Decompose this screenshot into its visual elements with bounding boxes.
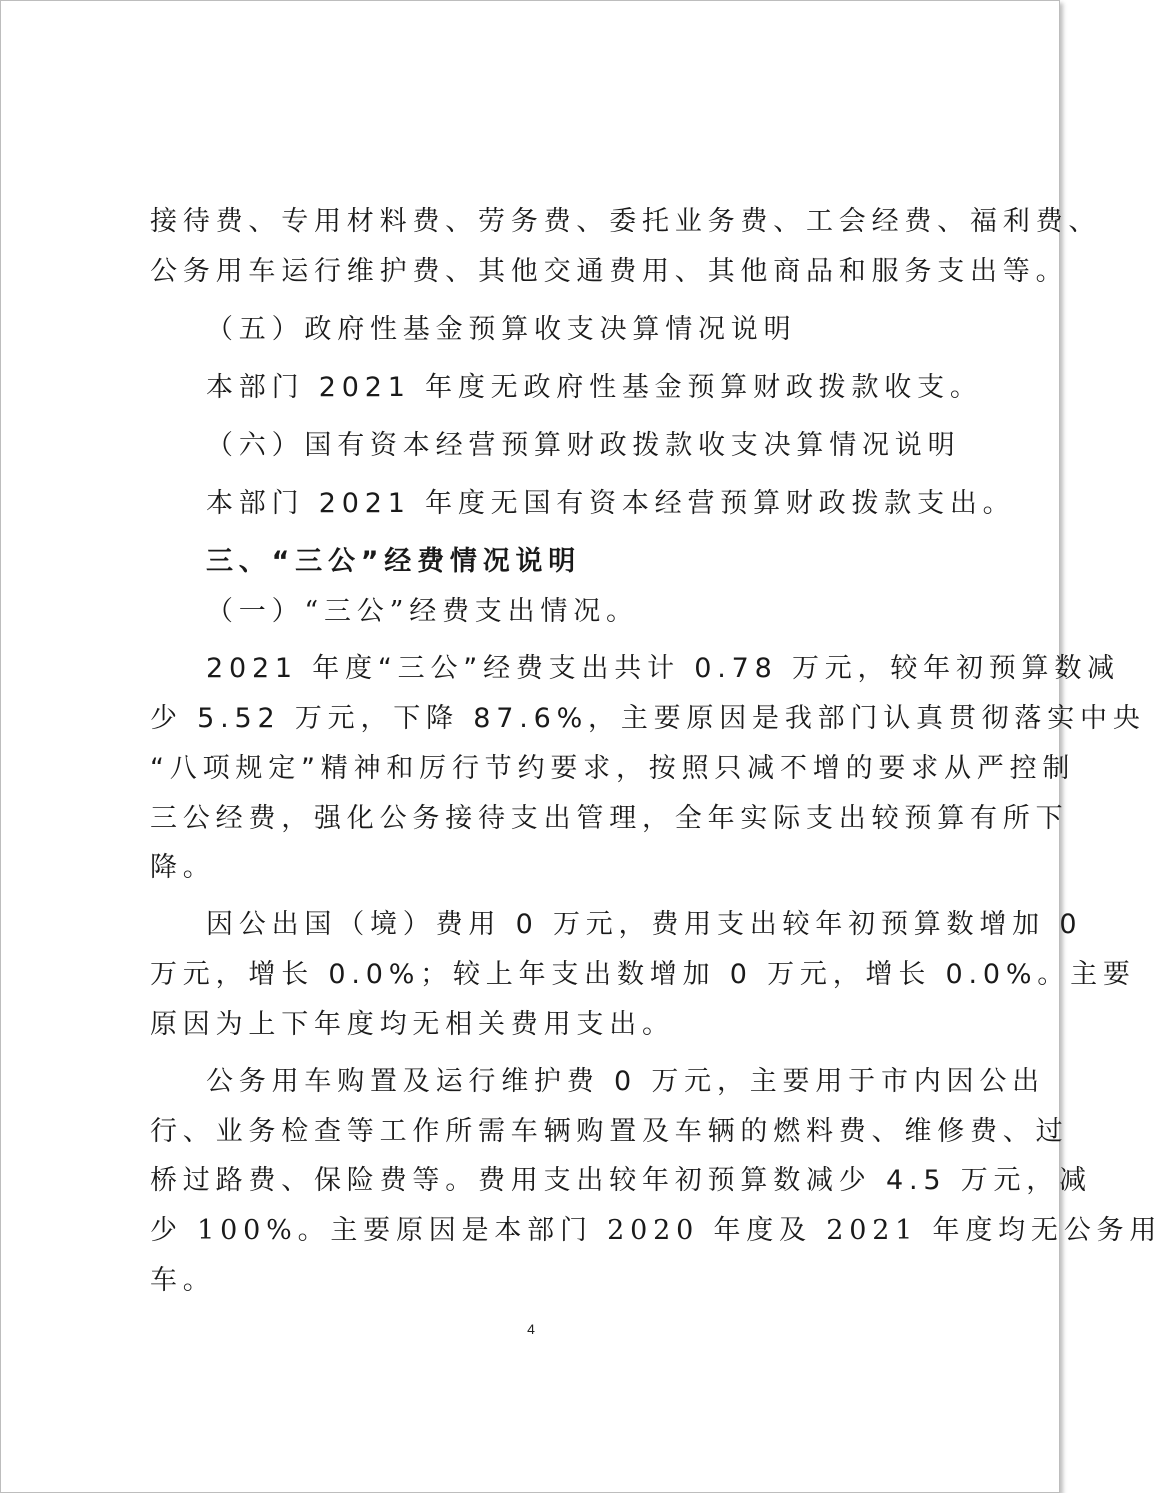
paragraph-line: 三公经费，强化公务接待支出管理，全年实际支出较预算有所下 bbox=[150, 803, 1069, 834]
paragraph-line: 原因为上下年度均无相关费用支出。 bbox=[150, 1009, 675, 1040]
paragraph-line: 行、业务检查等工作所需车辆购置及车辆的燃料费、维修费、过 bbox=[150, 1116, 1069, 1147]
paragraph-line: 车。 bbox=[150, 1265, 216, 1296]
paragraph-line: “八项规定”精神和厉行节约要求，按照只减不增的要求从严控制 bbox=[150, 753, 1076, 784]
paragraph-line: 本部门 2021 年度无政府性基金预算财政拨款收支。 bbox=[206, 372, 983, 403]
paragraph-line: 因公出国（境）费用 0 万元，费用支出较年初预算数增加 0 bbox=[206, 909, 1083, 940]
paragraph-line: 公务用车运行维护费、其他交通费用、其他商品和服务支出等。 bbox=[150, 256, 1069, 287]
paragraph-line: 万元，增长 0.0%；较上年支出数增加 0 万元，增长 0.0%。主要 bbox=[150, 959, 1136, 990]
paragraph-line: 接待费、专用材料费、劳务费、委托业务费、工会经费、福利费、 bbox=[150, 206, 1102, 237]
paragraph-line: 本部门 2021 年度无国有资本经营预算财政拨款支出。 bbox=[206, 488, 1016, 519]
paragraph-line: 降。 bbox=[150, 852, 216, 883]
paragraph-line: 少 5.52 万元，下降 87.6%，主要原因是我部门认真贯彻落实中央 bbox=[150, 703, 1146, 734]
paragraph-line: 2021 年度“三公”经费支出共计 0.78 万元，较年初预算数减 bbox=[206, 653, 1120, 684]
section-heading-5: （五）政府性基金预算收支决算情况说明 bbox=[206, 314, 797, 345]
paragraph-line: 少 100%。主要原因是本部门 2020 年度及 2021 年度均无公务用 bbox=[150, 1215, 1162, 1246]
paragraph-line: 公务用车购置及运行维护费 0 万元，主要用于市内因公出 bbox=[206, 1066, 1045, 1097]
subsection-heading-1: （一）“三公”经费支出情况。 bbox=[206, 596, 639, 627]
paragraph-line: 桥过路费、保险费等。费用支出较年初预算数减少 4.5 万元，减 bbox=[150, 1165, 1092, 1196]
section-heading-6: （六）国有资本经营预算财政拨款收支决算情况说明 bbox=[206, 430, 961, 461]
page-number: 4 bbox=[527, 1321, 535, 1337]
section-heading-three-public: 三、“三公”经费情况说明 bbox=[206, 546, 582, 577]
